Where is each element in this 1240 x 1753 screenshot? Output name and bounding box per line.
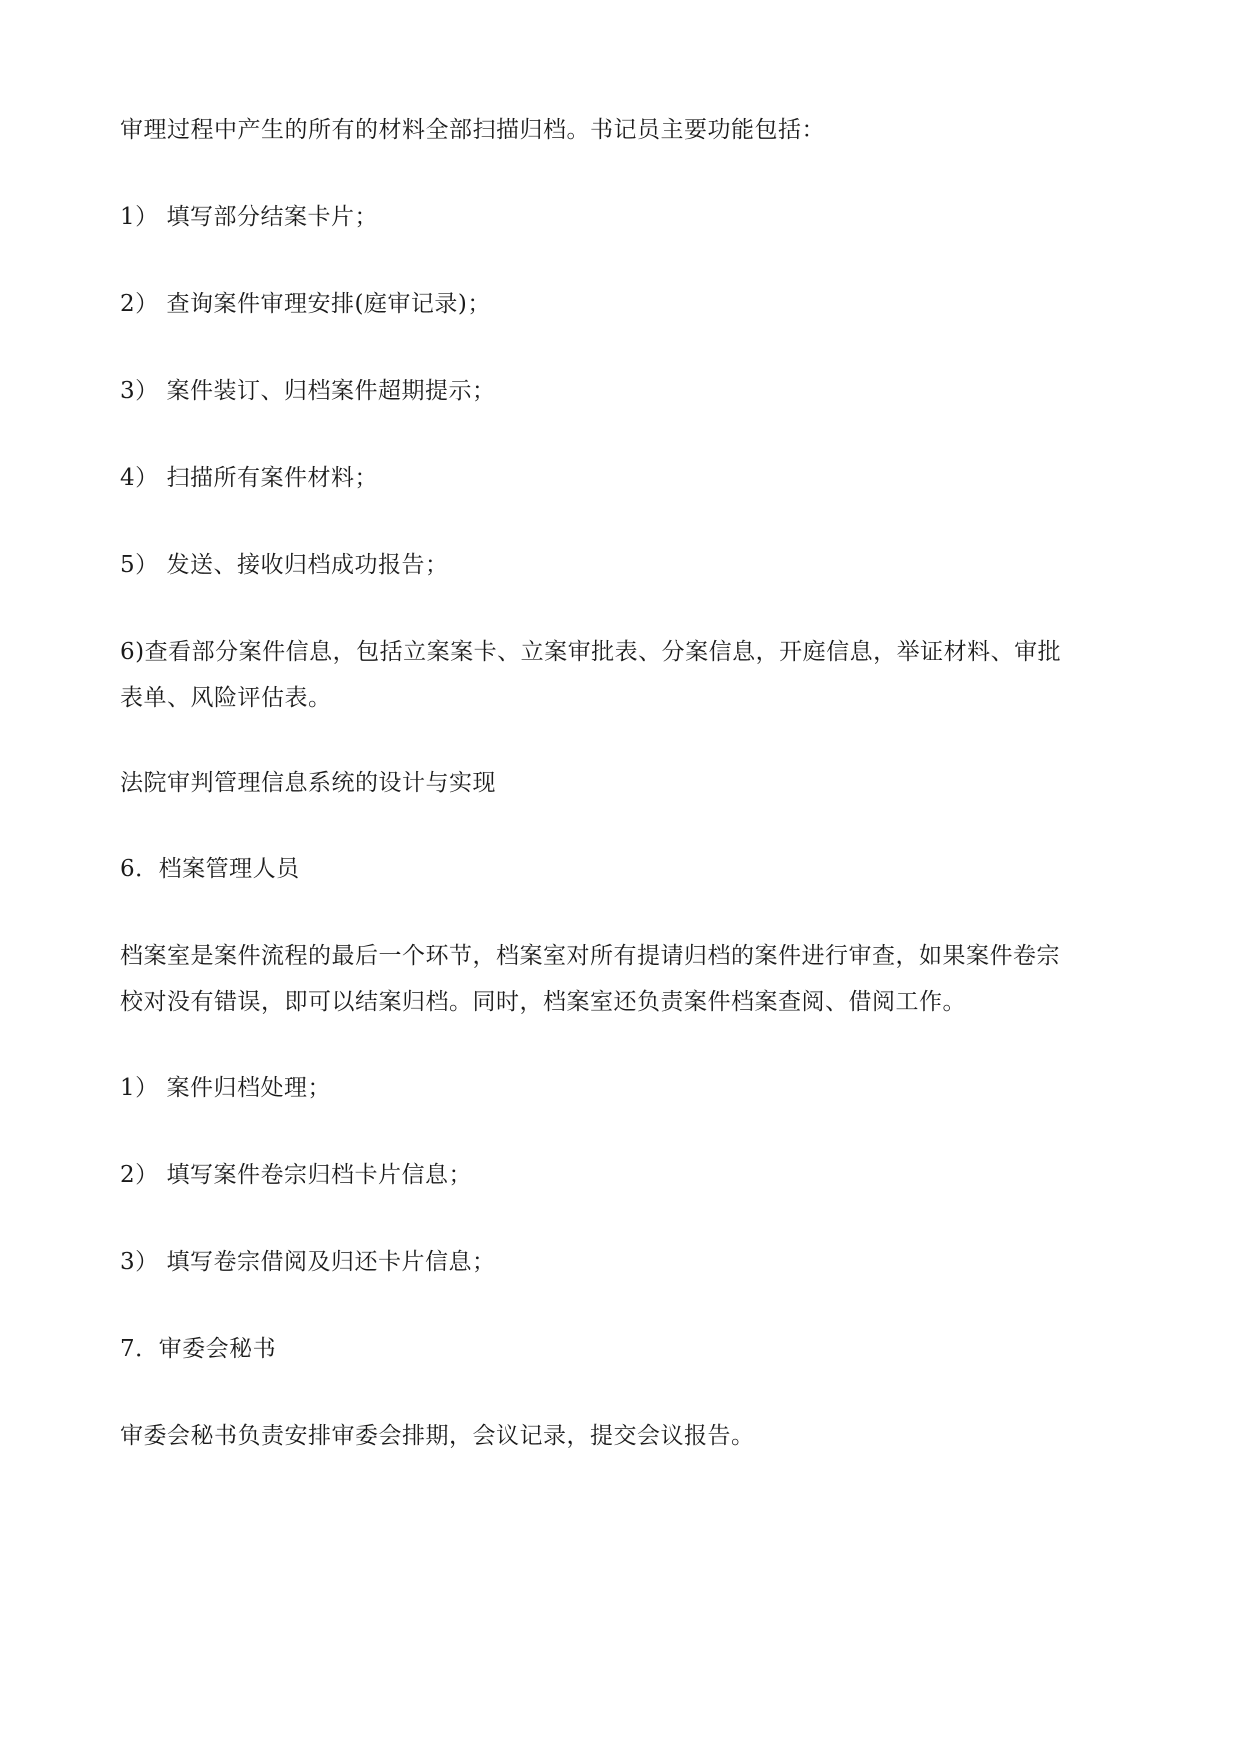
- section-6-paragraph-line-1: 档案室是案件流程的最后一个环节，档案室对所有提请归档的案件进行审查，如果案件卷宗: [120, 943, 1060, 969]
- clerk-item-1: 1） 填写部分结案卡片；: [120, 204, 378, 230]
- section-6-paragraph-line-2: 校对没有错误，即可以结案归档。同时，档案室还负责案件档案查阅、借阅工作。: [120, 989, 966, 1015]
- section-6-paragraph: [120, 933, 1130, 1025]
- archive-item-2: 2） 填写案件卷宗归档卡片信息；: [120, 1162, 472, 1188]
- clerk-item-6-line-1: 6)查看部分案件信息，包括立案案卡、立案审批表、分案信息，开庭信息，举证材料、审批: [120, 639, 1062, 665]
- clerk-item-4: 4） 扫描所有案件材料；: [120, 465, 378, 491]
- section-7-paragraph: 审委会秘书负责安排审委会排期，会议记录，提交会议报告。: [120, 1423, 755, 1449]
- running-title: 法院审判管理信息系统的设计与实现: [120, 770, 496, 796]
- archive-item-3: 3） 填写卷宗借阅及归还卡片信息；: [120, 1249, 496, 1275]
- section-7-heading: 7．审委会秘书: [120, 1336, 277, 1362]
- intro-paragraph: 审理过程中产生的所有的材料全部扫描归档。书记员主要功能包括：: [120, 117, 825, 143]
- section-6-heading: 6．档案管理人员: [120, 856, 300, 882]
- clerk-item-6: [120, 629, 1130, 721]
- clerk-item-2: 2） 查询案件审理安排(庭审记录)；: [120, 291, 491, 317]
- archive-item-1: 1） 案件归档处理；: [120, 1075, 331, 1101]
- clerk-item-5: 5） 发送、接收归档成功报告；: [120, 552, 449, 578]
- clerk-item-3: 3） 案件装订、归档案件超期提示；: [120, 378, 496, 404]
- clerk-item-6-line-2: 表单、风险评估表。: [120, 685, 332, 711]
